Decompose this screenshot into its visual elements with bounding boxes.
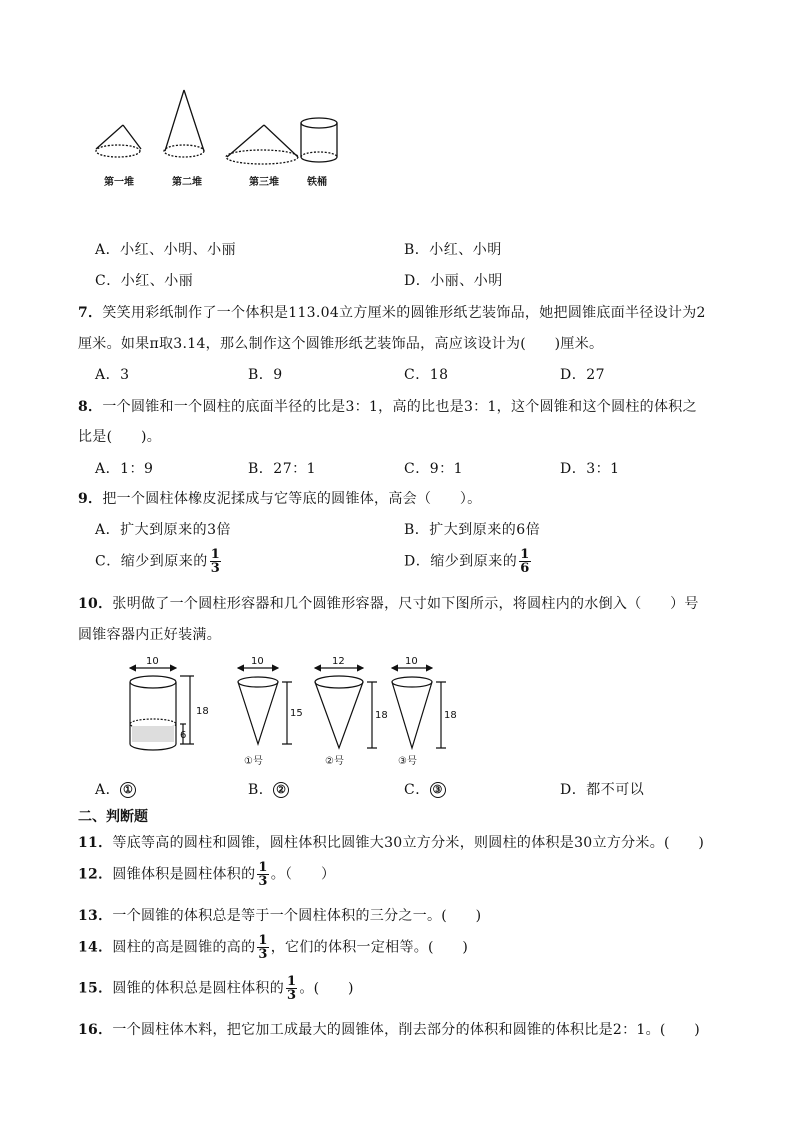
q13-number: 13． — [78, 908, 113, 924]
q8-number: 8． — [78, 399, 103, 415]
q12-number: 12． — [78, 866, 113, 883]
section-title: 二、判断题 — [78, 809, 148, 825]
q9-option-b[interactable]: B．扩大到原来的6倍 — [404, 522, 541, 538]
circled-3-mark: ③ — [430, 782, 446, 798]
q16-line — [78, 1019, 700, 1039]
q8-option-a[interactable]: A．1：9 — [95, 461, 154, 477]
pile-3-label: 第三堆 — [249, 177, 279, 188]
q6-option-a[interactable]: A．小红、小明、小丽 — [95, 242, 237, 258]
pile-1-label: 第一堆 — [104, 177, 134, 188]
cylinder-water-label: 6 — [180, 730, 187, 741]
q7-option-d[interactable]: D．27 — [560, 367, 606, 383]
q7-line-2: 厘米。如果π取3.14，那么制作这个圆锥形纸艺装饰品，高应该设计为( )厘米。 — [78, 336, 604, 352]
q9-c-numerator: 1 — [210, 547, 221, 562]
q14-suffix: ，它们的体积一定相等。( ) — [270, 939, 469, 956]
cone-3-name-label: ③号 — [398, 756, 417, 767]
q10-line-2: 圆锥容器内正好装满。 — [78, 627, 221, 643]
q10-option-a[interactable] — [95, 779, 136, 799]
q9-line — [78, 488, 481, 508]
q12-numerator: 1 — [258, 860, 268, 875]
q14-numerator: 1 — [258, 933, 268, 948]
q12-prefix: 圆锥体积是圆柱体积的 — [112, 866, 256, 883]
q12-denominator: 3 — [258, 874, 268, 889]
q9-option-d[interactable] — [404, 548, 533, 575]
q6-option-b[interactable]: B．小红、小明 — [404, 242, 502, 258]
q14-line — [78, 934, 468, 961]
circled-1-mark: ① — [120, 782, 136, 798]
q16-text: 一个圆柱体木料，把它加工成最大的圆锥体，削去部分的体积和圆锥的体积比是2：1。( ) — [112, 1022, 701, 1038]
circled-2-mark: ② — [273, 782, 289, 798]
bucket-label: 铁桶 — [307, 177, 327, 188]
q15-fraction — [286, 975, 297, 1002]
q13-text: 一个圆锥的体积总是等于一个圆柱体积的三分之一。( ) — [112, 908, 482, 924]
cone-1-name-label: ①号 — [244, 756, 263, 767]
q14-denominator: 3 — [258, 947, 268, 962]
q14-number: 14． — [78, 939, 113, 956]
cone-2-width-label: 12 — [332, 656, 345, 667]
q9-option-c-fraction — [210, 548, 222, 575]
q9-number: 9． — [78, 491, 103, 507]
q10-option-b[interactable] — [248, 779, 289, 799]
cone-3-width-label: 10 — [405, 656, 418, 667]
q10-line-1 — [78, 593, 699, 613]
q9-d-denominator: 6 — [520, 561, 530, 576]
cylinder-width-label: 10 — [146, 656, 159, 667]
cone-3-height-label: 18 — [444, 710, 457, 721]
q8-option-c[interactable]: C．9：1 — [404, 461, 464, 477]
q15-prefix: 圆锥的体积总是圆柱体积的 — [112, 980, 284, 997]
q8-option-d[interactable]: D．3：1 — [560, 461, 620, 477]
q10-option-a-letter: A． — [95, 782, 121, 798]
q14-prefix: 圆柱的高是圆锥的高的 — [112, 939, 256, 956]
q7-option-b[interactable]: B．9 — [248, 367, 283, 383]
q10-text-1: 张明做了一个圆柱形容器和几个圆锥形容器，尺寸如下图所示，将圆柱内的水倒入（ ）号 — [112, 596, 699, 612]
q9-option-a[interactable]: A．扩大到原来的3倍 — [95, 522, 232, 538]
q10-option-d[interactable]: D．都不可以 — [560, 782, 645, 798]
q11-line — [78, 832, 704, 852]
q9-option-d-fraction — [519, 548, 531, 575]
q16-number: 16． — [78, 1022, 113, 1038]
q8-line-1 — [78, 396, 697, 416]
q7-number: 7． — [78, 305, 103, 321]
q14-fraction — [257, 934, 268, 961]
cone-2-height-label: 18 — [375, 710, 388, 721]
q9-c-denominator: 3 — [210, 561, 221, 576]
q15-denominator: 3 — [287, 988, 297, 1003]
q13-line — [78, 905, 481, 925]
cone-1-height-label: 15 — [290, 708, 303, 719]
q12-suffix: 。（ ） — [270, 866, 336, 883]
q10-option-c-letter: C． — [404, 782, 430, 798]
q15-numerator: 1 — [287, 974, 297, 989]
q9-text: 把一个圆柱体橡皮泥揉成与它等底的圆锥体，高会（ ）。 — [102, 491, 482, 507]
q9-d-numerator: 1 — [520, 547, 530, 562]
cone-2-name-label: ②号 — [325, 756, 344, 767]
q11-number: 11． — [78, 835, 113, 851]
q15-suffix: 。( ) — [299, 980, 354, 997]
q8-option-b[interactable]: B．27：1 — [248, 461, 317, 477]
q6-option-c[interactable]: C．小红、小丽 — [95, 273, 194, 289]
q7-option-a[interactable]: A．3 — [95, 367, 130, 383]
q10-option-c[interactable] — [404, 779, 446, 799]
q7-option-c[interactable]: C．18 — [404, 367, 449, 383]
q9-option-d-text: D．缩少到原来的 — [404, 553, 518, 570]
q12-line — [78, 861, 335, 888]
q6-option-d[interactable]: D．小丽、小明 — [404, 273, 503, 289]
q11-text: 等底等高的圆柱和圆锥，圆柱体积比圆锥大30立方分米，则圆柱的体积是30立方分米。( ) — [112, 835, 705, 851]
q9-option-c[interactable] — [95, 548, 223, 575]
q7-text-1: 笑笑用彩纸制作了一个体积是113.04立方厘米的圆锥形纸艺装饰品，她把圆锥底面半径设计为2 — [102, 305, 706, 321]
q10-number: 10． — [78, 596, 113, 612]
containers-figure — [120, 652, 470, 772]
q8-line-2: 比是( )。 — [78, 429, 162, 445]
cone-1-width-label: 10 — [251, 656, 264, 667]
q15-line — [78, 975, 354, 1002]
q8-text-1: 一个圆锥和一个圆柱的底面半径的比是3：1，高的比也是3：1，这个圆锥和这个圆柱的体积之 — [102, 399, 697, 415]
cylinder-height-label: 18 — [196, 706, 209, 717]
q15-number: 15． — [78, 980, 113, 997]
q9-option-c-text: C．缩少到原来的 — [95, 553, 208, 570]
q12-fraction — [257, 861, 268, 888]
q10-option-b-letter: B． — [248, 782, 274, 798]
pile-2-label: 第二堆 — [172, 177, 202, 188]
q7-line-1 — [78, 302, 706, 322]
